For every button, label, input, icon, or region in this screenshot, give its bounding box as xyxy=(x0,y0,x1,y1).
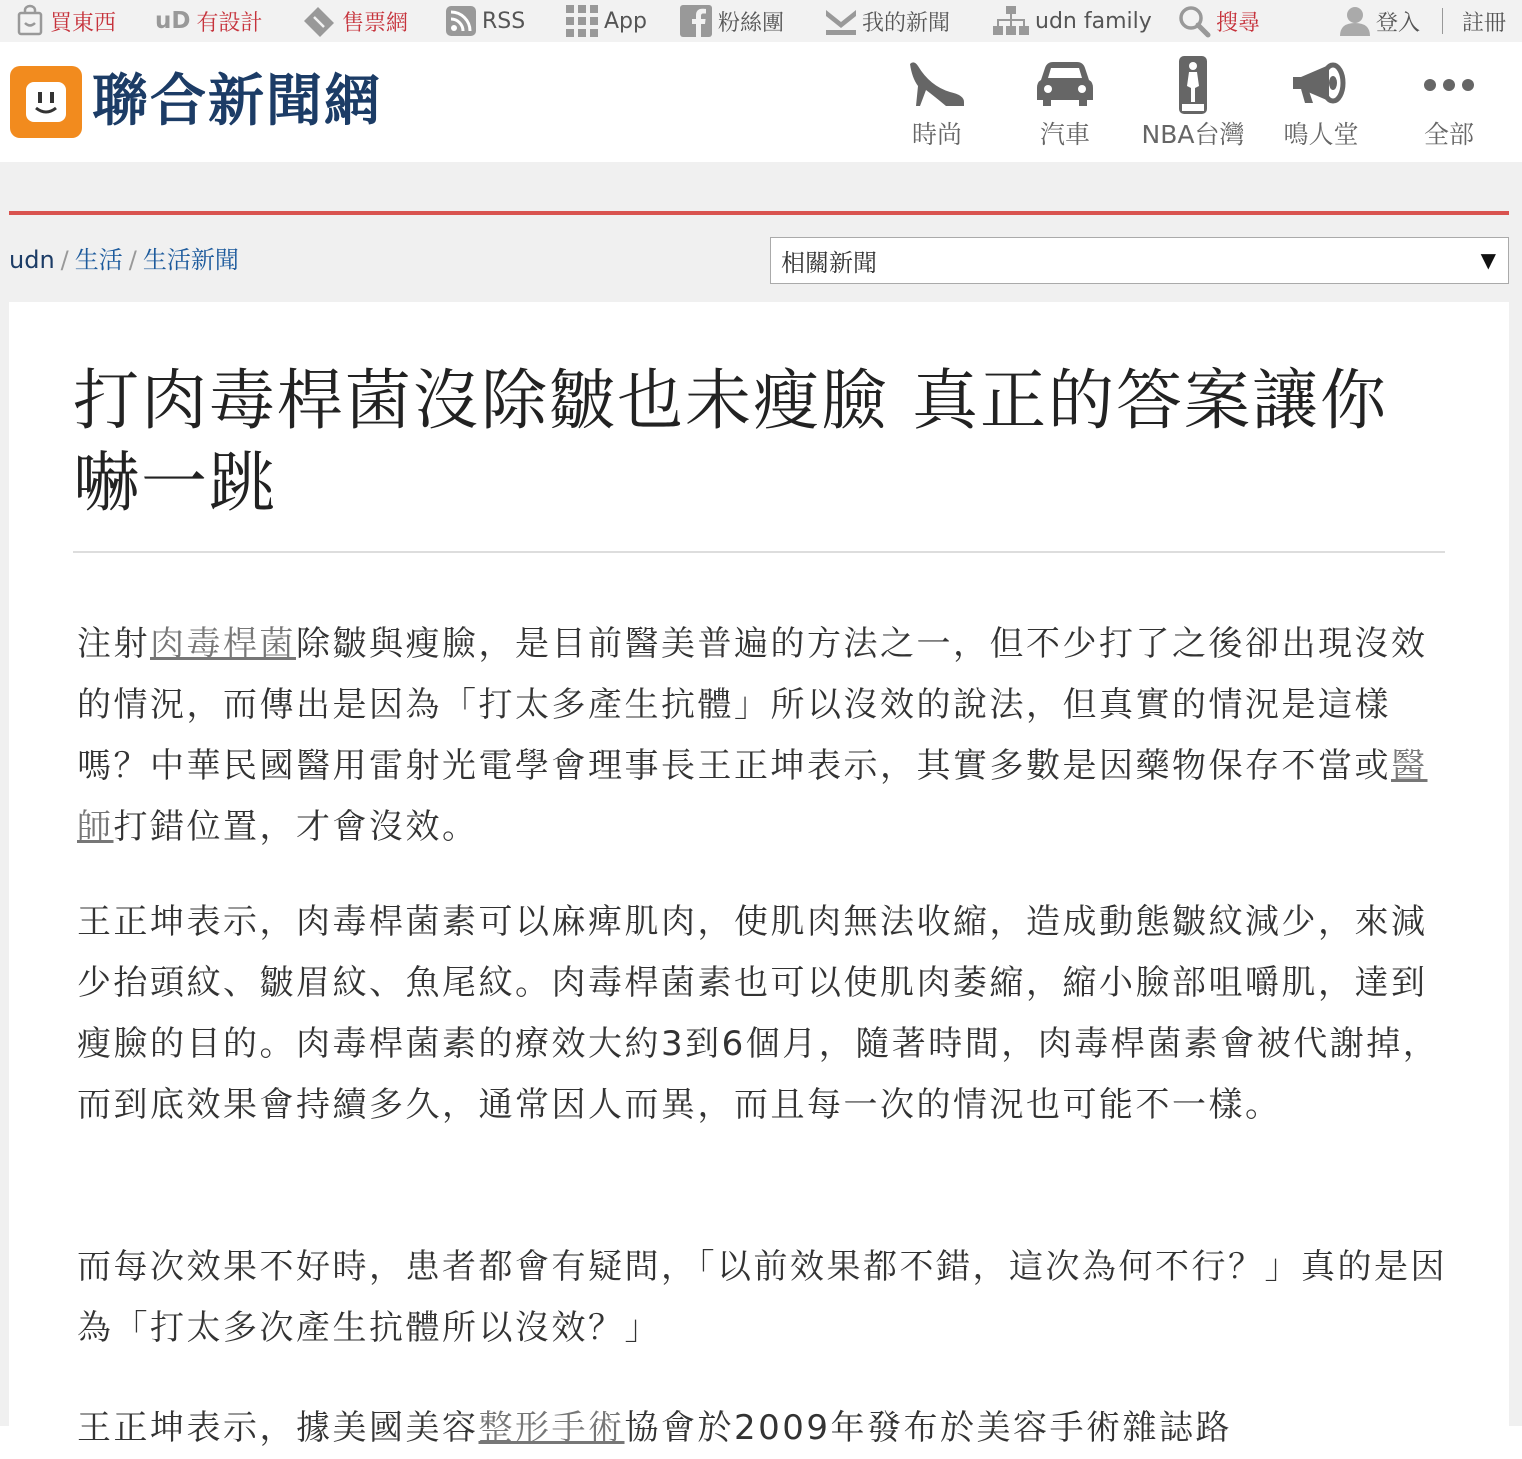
article-paragraph-2: 王正坤表示，肉毒桿菌素可以麻痺肌肉，使肌肉無法收縮，造成動態皺紋減少，來減少抬頭紋、皺眉紋、魚尾紋。肉毒桿菌素也可以使肌肉萎縮，縮小臉部咀嚼肌，達到瘦臉的目的。肉毒桿菌素的療效大約3到6個月，隨著時間，肉毒桿菌素會被代謝掉，而到底效果會持續多久，通常因人而異，而且每一次的情況也可能不一樣。 xyxy=(77,902,1440,1125)
grid-icon xyxy=(566,5,598,37)
keyword-link-doctor[interactable]: 醫師 xyxy=(77,746,1428,847)
topbar-search-label: 搜尋 xyxy=(1216,10,1261,36)
udn-logo-icon[interactable] xyxy=(10,66,82,138)
sitemap-icon xyxy=(993,6,1029,36)
topbar-family-label: udn family xyxy=(1035,8,1152,34)
nav-nba-label: NBA台灣 xyxy=(1141,120,1245,149)
nav-fashion-label: 時尚 xyxy=(911,120,962,149)
topbar-search-link[interactable] xyxy=(1178,0,1260,42)
shopping-bag-icon xyxy=(16,6,44,36)
search-icon xyxy=(1178,5,1210,37)
section-divider-red xyxy=(9,211,1509,215)
topbar-register-label: 註冊 xyxy=(1462,10,1507,36)
paragraph-text: 打錯位置，才會沒效。 xyxy=(113,807,479,847)
high-heel-icon xyxy=(877,54,997,116)
topbar-mynews-label: 我的新聞 xyxy=(862,10,951,36)
title-divider xyxy=(73,551,1445,553)
topbar-ticket-label: 售票網 xyxy=(342,10,409,36)
article-paragraph-3: 而每次效果不好時，患者都會有疑問，「以前效果都不錯，這次為何不行？」真的是因為「打太多次產生抗體所以沒效？」 xyxy=(77,1247,1447,1348)
nav-car[interactable] xyxy=(1005,54,1125,158)
topbar-facebook-label: 粉絲團 xyxy=(718,10,785,36)
nav-opinion[interactable] xyxy=(1261,54,1381,158)
megaphone-icon xyxy=(1261,54,1381,116)
car-icon xyxy=(1005,54,1125,116)
rss-icon xyxy=(446,6,476,36)
user-icon xyxy=(1340,6,1370,36)
topbar-family-link[interactable] xyxy=(993,0,1152,42)
topbar-rss-link[interactable] xyxy=(446,0,525,42)
breadcrumb-subsection[interactable]: 生活新聞 xyxy=(142,246,239,274)
topbar-mynews-link[interactable] xyxy=(826,0,950,42)
related-news-select-label: 相關新聞 xyxy=(781,249,877,277)
topbar-ticket-link[interactable] xyxy=(302,0,408,42)
ticket-icon xyxy=(302,5,336,37)
site-header xyxy=(0,42,1522,162)
breadcrumb-separator: / xyxy=(128,246,137,274)
nav-nba[interactable] xyxy=(1133,54,1253,158)
topbar-divider xyxy=(1442,8,1443,34)
breadcrumb-home[interactable]: udn xyxy=(9,246,55,274)
nba-logo-icon xyxy=(1133,54,1253,116)
topbar-login-label: 登入 xyxy=(1376,10,1421,36)
topbar-app-link[interactable] xyxy=(566,0,647,42)
topbar-facebook-link[interactable] xyxy=(680,0,784,42)
breadcrumb-section[interactable]: 生活 xyxy=(74,246,123,274)
nav-opinion-label: 鳴人堂 xyxy=(1283,120,1359,149)
nav-all-label: 全部 xyxy=(1423,120,1474,149)
topbar-shop-label: 買東西 xyxy=(50,10,117,36)
nav-car-label: 汽車 xyxy=(1039,120,1090,149)
dropdown-arrow-icon: ▼ xyxy=(1480,248,1496,272)
related-news-select[interactable] xyxy=(770,237,1509,284)
topbar-login-link[interactable] xyxy=(1340,0,1420,42)
breadcrumb-separator: / xyxy=(60,246,69,274)
paragraph-text: 王正坤表示，據美國美容 xyxy=(77,1408,479,1448)
ud-logo-icon: uD xyxy=(155,8,191,34)
topbar-register-link[interactable] xyxy=(1462,0,1506,42)
keyword-link-botox[interactable]: 肉毒桿菌 xyxy=(150,624,296,664)
topbar-design-link[interactable] xyxy=(155,0,262,42)
article-container xyxy=(9,302,1509,1448)
topbar-shop-link[interactable] xyxy=(16,0,116,42)
site-name-logo[interactable]: 聯合新聞網 xyxy=(92,69,382,134)
topbar-app-label: App xyxy=(604,8,647,34)
paragraph-text: 協會於2009年發布於美容手術雜誌路 xyxy=(624,1408,1233,1448)
keyword-link-plastic-surgery[interactable]: 整形手術 xyxy=(478,1408,625,1448)
paragraph-text: 除皺與瘦臉，是目前醫美普遍的方法之一，但不少打了之後卻出現沒效的情況，而傳出是因為「打太多產生抗體」所以沒效的說法，但真實的情況是這樣嗎？中華民國醫用雷射光電學會理事長王正坤表示，其實多數是因藥物保存不當或 xyxy=(77,624,1428,786)
article-title: 打肉毒桿菌沒除皺也未瘦臉 真正的答案讓你嚇一跳 xyxy=(73,362,1388,521)
article-paragraph-4 xyxy=(77,1398,1449,1459)
paragraph-text: 注射 xyxy=(77,624,150,664)
facebook-icon xyxy=(680,5,712,37)
topbar-design-label: 有設計 xyxy=(196,10,263,36)
inbox-icon xyxy=(826,6,856,36)
top-utility-bar xyxy=(0,0,1522,42)
article-paragraph-1 xyxy=(77,614,1449,858)
breadcrumb xyxy=(9,240,239,280)
nav-all[interactable] xyxy=(1389,54,1509,158)
nav-fashion[interactable] xyxy=(877,54,997,158)
topbar-rss-label: RSS xyxy=(482,8,526,34)
more-dots-icon xyxy=(1389,54,1509,116)
